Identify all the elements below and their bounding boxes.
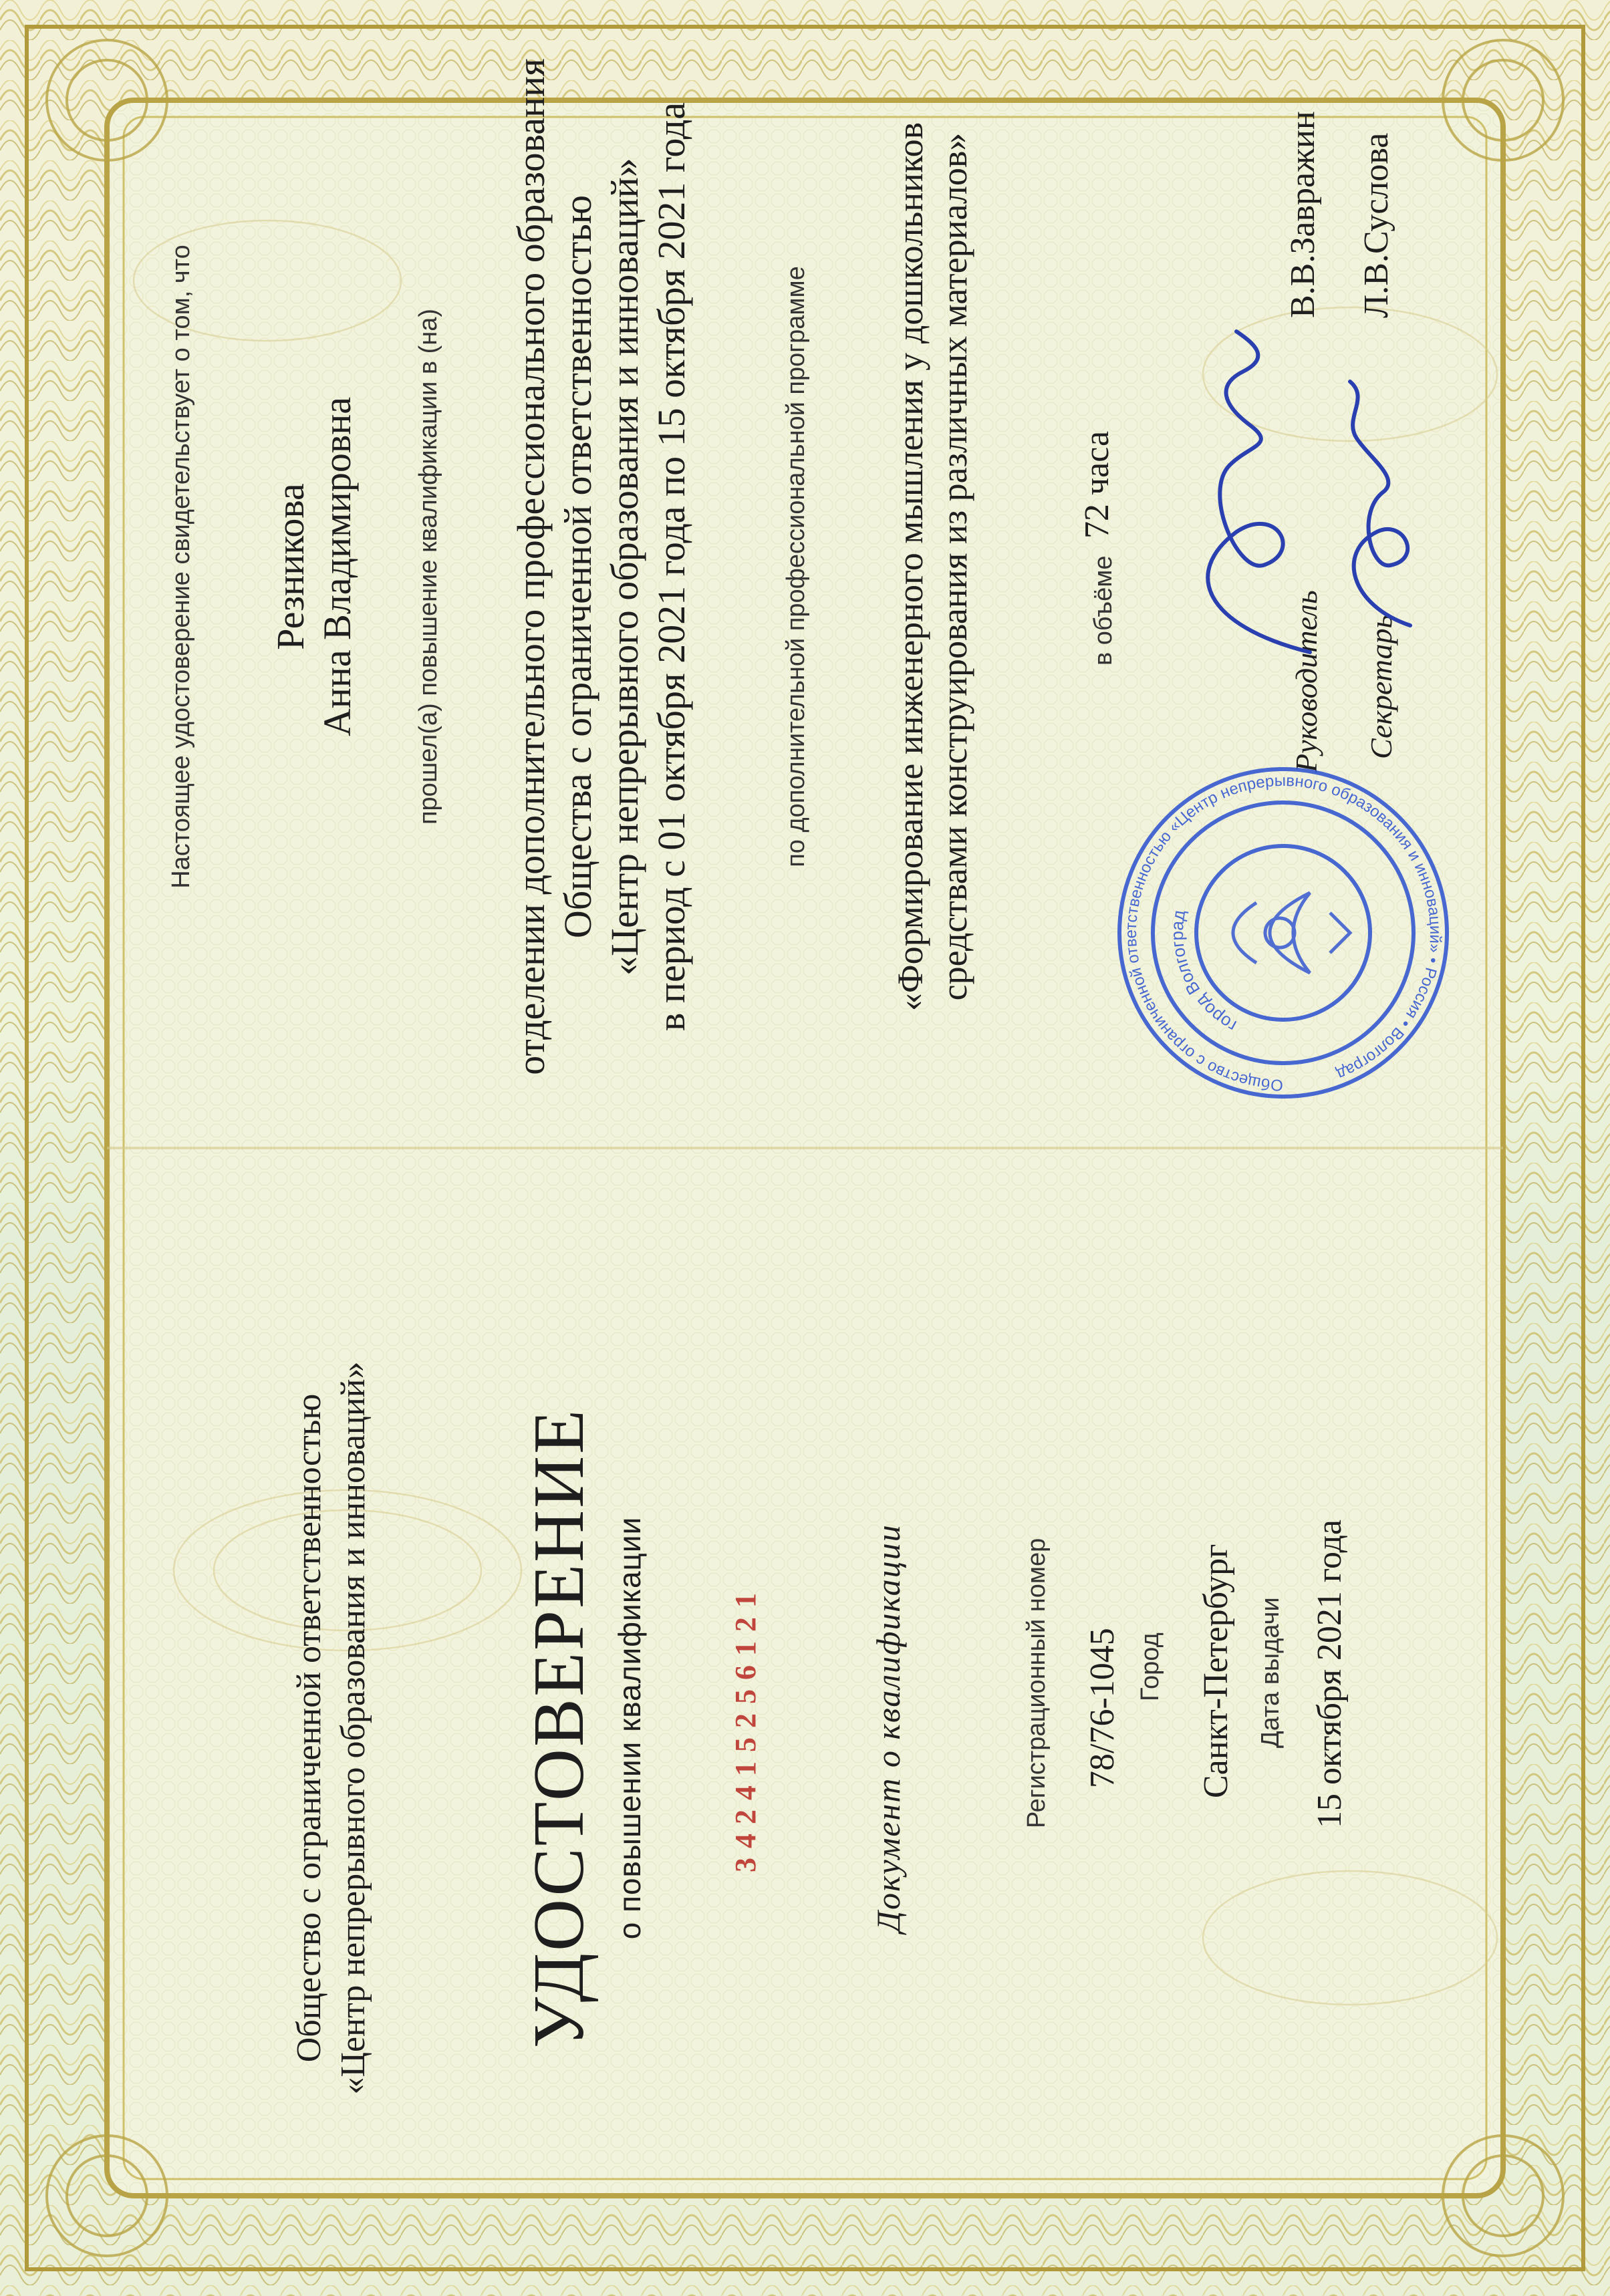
- intro-text: Настоящее удостоверение свидетельствует о том, что: [167, 245, 195, 889]
- holder-surname: Резникова: [269, 483, 312, 650]
- certificate-subtitle: о повышении квалификации: [612, 1516, 647, 1940]
- document-type: Документ о квалификации: [869, 1524, 907, 1932]
- program-title-2: средствами конструирования из различных материалов»: [934, 132, 974, 1001]
- issuer-line-1: Общество с ограниченной ответственностью: [290, 1393, 328, 2063]
- secretary-label: Секретарь: [1364, 614, 1398, 759]
- serial-number: 342415256121: [729, 1584, 762, 1872]
- program-title-1: «Формирование инженерного мышления у дошкольников: [890, 122, 930, 1012]
- city-value: Санкт-Петербург: [1197, 1544, 1235, 1798]
- issue-date-label: Дата выдачи: [1256, 1597, 1285, 1748]
- org-line-2: Общества с ограниченной ответственностью: [556, 194, 599, 939]
- seal-ring-text: Общество с ограниченной ответственностью «Центр непрерывного образования и инноваций» • Россия • Волгоград: [1121, 771, 1445, 1095]
- secretary-name: Л.В.Суслова: [1357, 132, 1395, 318]
- study-period: в период с 01 октября 2021 года по 15 октября 2021 года: [650, 102, 693, 1031]
- volume-value: 72 часа: [1078, 430, 1116, 539]
- org-line-3: «Центр непрерывного образования и инноваций»: [603, 158, 646, 976]
- reg-number-label: Регистрационный номер: [1023, 1538, 1051, 1828]
- head-signature: [1176, 318, 1330, 666]
- org-line-1: отделении дополнительного профессионального образования: [509, 58, 553, 1075]
- seal-inner-text: город Волгоград: [1166, 908, 1240, 1036]
- issuer-line-2: «Центр непрерывного образования и инноваций»: [334, 1361, 372, 2095]
- volume-label: в объёме: [1089, 555, 1117, 666]
- certificate-title: УДОСТОВЕРЕНИЕ: [519, 1407, 599, 2049]
- secretary-signature: [1310, 365, 1444, 645]
- head-label: Руководитель: [1289, 590, 1323, 772]
- svg-text:город Волгоград: [1167, 909, 1240, 1036]
- official-seal: [1109, 732, 1457, 1133]
- passed-text: прошел(а) повышение квалификации в (на): [414, 308, 442, 825]
- program-label: по дополнительной профессиональной программе: [782, 266, 810, 867]
- head-name: В.В.Завражин: [1284, 111, 1322, 318]
- issue-date-value: 15 октября 2021 года: [1311, 1520, 1349, 1828]
- reg-number-value: 78/76-1045: [1083, 1628, 1121, 1788]
- holder-name: Анна Владимировна: [315, 396, 359, 737]
- city-label: Город: [1136, 1632, 1164, 1701]
